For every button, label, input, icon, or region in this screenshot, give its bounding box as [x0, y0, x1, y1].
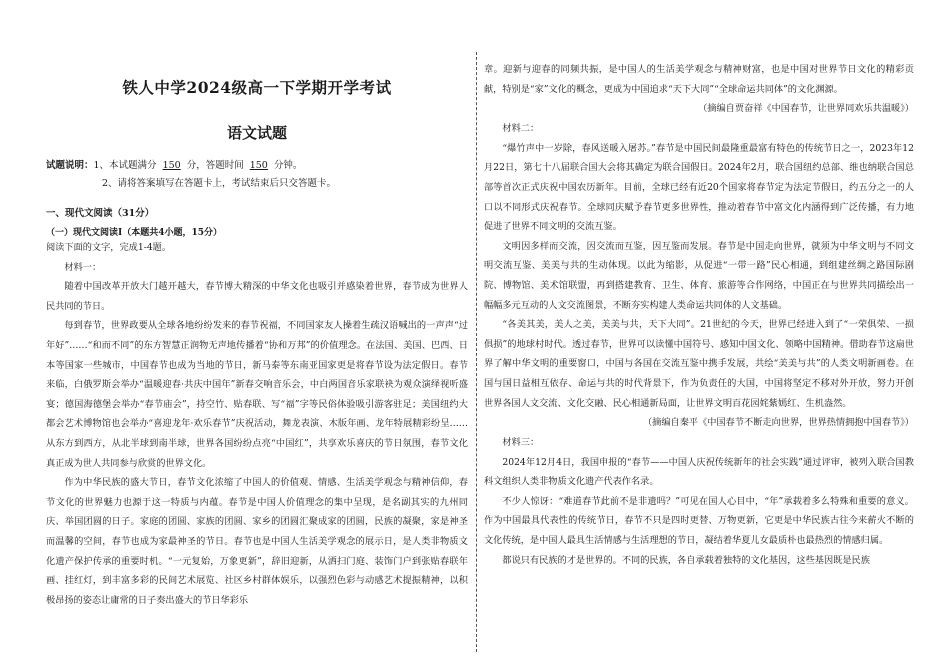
notes-line1-c: 分钟。: [273, 160, 303, 171]
exam-title: 铁人中学2024级高一下学期开学考试: [122, 78, 392, 97]
subsection-heading: （一）现代文阅读Ⅰ（本题共4小题，15分）: [46, 228, 222, 238]
notes-line1-a: 1、本试题满分: [93, 160, 157, 171]
score-value: 150: [162, 160, 181, 171]
paragraph: 每到春节，世界政要从全球各地纷纷发来的春节祝福，不同国家友人操着生疏汉语喊出的一声声“过年好”……“和而不同”的东方智慧正润物无声地传播着“协和万邦”的价值理念。在法国、美国、巴西、日本等国家一些城市，中国春节也成为当地的节日，新马泰等东南亚国家更是将春节设为法定假日。春节来临，白俄罗斯会举办“温暖迎春·共庆中国年”新春交响音乐会，中白两国音乐家联袂为观众演绎视听盛宴；德国海德堡会举办“春节庙会”，持空竹、贴春联、写“福”字等民俗体验吸引游客驻足；美国纽约大都会艺术博物馆也会举办“喜迎龙年·欢乐春节”庆祝活动，舞龙表演、木版年画、龙年特展精彩纷呈……从东方到西方，从北半球到南半球，世界各国纷纷点亮“中国红”，共享欢乐喜庆的节日氛围，春节文化真正成为世人共同参与欣赏的世界文化。: [46, 320, 468, 469]
right-column: [484, 60, 914, 570]
section-heading: 一、现代文阅读（31分）: [46, 208, 155, 219]
paragraph: 作为中华民族的盛大节日，春节文化浓缩了中国人的价值观、情感、生活美学观念与精神信仰，春节文化的世界魅力也源于这一特质与内蕴。春节是中国人价值理念的集中呈现，是名副其实的九州同庆、举国团圆的日子。家庭的团圆、家族的团圆、家乡的团圆汇聚成家的团圆，民族的凝聚，家是神圣而温馨的空间，春节也成为家最神圣的节日。春节也是中国人生活美学观念的展示日，是人类非物质文化遗产保护传承的重要时机。“一元复始，万象更新”，辞旧迎新，从洒扫门庭、装饰门户到张贴春联年画、挂红灯，到丰富多彩的民间艺术展览、社区乡村群体娱乐，以强烈色彩与动感艺术提振精神，以积极昂扬的姿态让庸常的日子奏出盛大的节日华彩乐: [46, 477, 468, 606]
citation-1: （摘编自贾奋祥《中国春节，让世界同欢乐共温暖》）: [698, 103, 914, 115]
left-column: [46, 60, 468, 610]
paragraph: “各美其美，美人之美，美美与共，天下大同”。21世纪的今天，世界已经进入到了“一荣俱荣、一损俱损”的地球村时代。透过春节，世界可以读懂中国符号、感知中国文化、领略中国精神。借助春节这扇世界了解中华文明的重要窗口，中国与各国在交流互鉴中携手发展，共绘“美美与共”的人类文明新画卷。在国与国日益相互依存、命运与共的时代背景下，作为负责任的大国，中国将坚定不移对外开放，努力开创世界各国人文交流、文化交融、民心相通新局面，让世界文明百花园姹紫嫣红、生机盎然。: [484, 319, 914, 409]
note-line-1: [46, 157, 468, 175]
paragraph: 文明因多样而交流，因交流而互鉴，因互鉴而发展。春节是中国走向世界，就须为中华文明与不同文明交流互鉴、美美与共的生动体现。以此为缩影，从促进“一带一路”民心相通，到组建丝绸之路国际剧院、博物馆、美术馆联盟，再到搭建教育、卫生、体育、旅游等合作网络，中国正在与世界共同描绘出一幅幅多元互动的人文交流图景，不断夯实构建人类命运共同体的人文基础。: [484, 240, 914, 311]
exam-notes: [46, 157, 468, 193]
time-value: 150: [249, 160, 268, 171]
paragraph: 不少人惊讶：“难道春节此前不是非遗吗？”可见在国人心目中，“年”承载着多么特殊和重要的意义。作为中国最具代表性的传统节日，春节不只是四时更替、万物更新，它更是中华民族古往今来薪火不断的文化传统，是中国人最具生活情感与生活理想的节日，凝结着华夏儿女最质朴也最热烈的情感归属。: [484, 495, 914, 547]
paragraph: 2024年12月4日，我国申报的“春节——中国人庆祝传统新年的社会实践”通过评审，被列入联合国教科文组织人类非物质文化遗产代表作名录。: [484, 456, 914, 488]
material2-label: 材料二：: [502, 123, 540, 135]
exam-subtitle: 语文试题: [226, 124, 287, 142]
instruction: 阅读下面的文字，完成1-4题。: [46, 242, 172, 253]
paragraph-continued: 章。迎新与迎春的同频共振，是中国人的生活美学观念与精神财富，也是中国对世界节日文化的精彩贡献，特别是“家”文化的概念，更成为中国追求“天下大同”“全球命运共同体”的文化渊源。: [484, 64, 914, 95]
note-line-2: 2、请将答案填写在答题卡上，考试结束后只交答题卡。: [102, 178, 337, 189]
material3-label: 材料三：: [502, 437, 540, 449]
paragraph: 随着中国改革开放大门越开越大，春节博大精深的中华文化也吸引并感染着世界，春节成为世界人民共同的节日。: [46, 281, 468, 312]
citation-2: （摘编自秦平《中国春节不断走向世界，世界热情拥抱中国春节》）: [642, 417, 914, 429]
material1-label: 材料一：: [64, 261, 102, 273]
notes-label: 试题说明：: [46, 160, 94, 171]
notes-line1-b: 分，答题时间: [186, 160, 244, 171]
paragraph: “爆竹声中一岁除，春风送暖入屠苏。”春节是中国民间最隆重最富有特色的传统节日之一，2023年12月22日，第七十八届联合国大会将其确定为联合国假日。2024年2月，联合国纽约总部、维也纳联合国总部等首次正式庆祝中国农历新年。目前，全球已经有近20个国家将春节定为法定节假日，约五分之一的人口以不同形式庆祝春节。全球同庆赋予春节更多世界性，推动着春节中富文化内涵得到广泛传播，有力地促进了世界不同文明的交流互鉴。: [484, 142, 914, 233]
column-divider: [476, 52, 477, 652]
paragraph: 都说只有民族的才是世界的。不同的民族，各自承载着独特的文化基因，这些基因既是民族: [502, 554, 870, 566]
